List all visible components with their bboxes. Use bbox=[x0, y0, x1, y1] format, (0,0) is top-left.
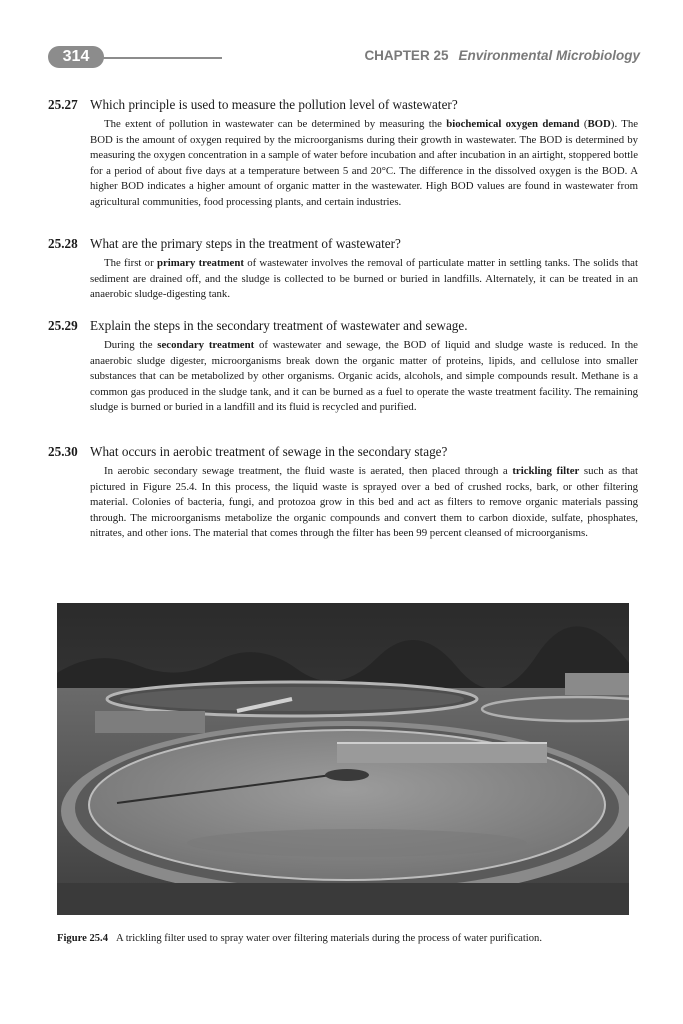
answer-run: of wastewater and sewage, the BOD of liquid and sludge waste is reduced. In the anaerobic sludge digester, microorganisms break down the organic matter of proteins, lipids, and cellulose into smaller substances that can be metabolized by other organisms. Organic acids, alcohols, and simple compounds result. Methane is a common gas produced in the sludge tank, and it can be burned as a fuel to operate the waste treatment facility. The remaining sludge is burned or buried in a landfill and its fluid is recycled and purified. bbox=[90, 339, 638, 414]
question-number: 25.28 bbox=[48, 236, 78, 251]
question-number: 25.27 bbox=[48, 97, 78, 112]
bold-term: trickling filter bbox=[512, 465, 580, 477]
answer-text bbox=[90, 117, 638, 211]
page-number-badge: 314 bbox=[48, 46, 104, 68]
figure-caption-text: A trickling filter used to spray water over filtering materials during the process of water purification. bbox=[116, 933, 542, 944]
question-text: What are the primary steps in the treatment of wastewater? bbox=[90, 236, 401, 251]
page-header bbox=[48, 44, 640, 72]
question-text: Explain the steps in the secondary treatment of wastewater and sewage. bbox=[90, 318, 468, 333]
figure-caption bbox=[57, 932, 637, 946]
qa-block-25-29 bbox=[48, 318, 638, 416]
question bbox=[48, 97, 638, 113]
question-number: 25.29 bbox=[48, 318, 78, 333]
question bbox=[48, 236, 638, 252]
answer-text bbox=[90, 256, 638, 303]
answer-run: such as that pictured in Figure 25.4. In this process, the liquid waste is sprayed over a bed of crushed rocks, bark, or other filtering material. Colonies of bacteria, fungi, and protozoa grow in this bed and act as filters to remove organic materials passing through. The microorganisms metabolize the organic compounds and convert them to carbon dioxide, sulfate, phosphates, nitrates, and other ions. The material that comes through the filter has been 99 percent cleansed of microorganisms. bbox=[90, 465, 639, 540]
bold-term: BOD bbox=[587, 118, 611, 130]
chapter-title: Environmental Microbiology bbox=[458, 48, 640, 63]
answer-text bbox=[90, 338, 638, 416]
header-rule bbox=[98, 57, 222, 59]
question-number: 25.30 bbox=[48, 444, 78, 459]
answer-run: The first or bbox=[104, 257, 157, 269]
answer-text bbox=[90, 464, 638, 542]
answer-run: of wastewater involves the removal of particulate matter in settling tanks. The solids that sediment are drained off, and the sludge is collected to be burned or buried in landfills. Alternately, it can be treated in an anaerobic sludge-digesting tank. bbox=[90, 257, 638, 301]
qa-block-25-30 bbox=[48, 444, 638, 542]
figure-photo-trickling-filter bbox=[57, 603, 629, 915]
answer-run: The extent of pollution in wastewater can be determined by measuring the bbox=[104, 118, 447, 130]
chapter-label: CHAPTER 25 bbox=[364, 48, 449, 63]
question-text: Which principle is used to measure the pollution level of wastewater? bbox=[90, 97, 458, 112]
bold-term: secondary treatment bbox=[157, 339, 255, 351]
answer-run: ( bbox=[579, 118, 588, 130]
answer-run: In aerobic secondary sewage treatment, the fluid waste is aerated, then placed through a bbox=[104, 465, 513, 477]
qa-block-25-28 bbox=[48, 236, 638, 303]
question bbox=[48, 318, 638, 334]
running-head bbox=[364, 48, 640, 63]
question bbox=[48, 444, 638, 460]
figure-label: Figure 25.4 bbox=[57, 933, 109, 944]
question-text: What occurs in aerobic treatment of sewage in the secondary stage? bbox=[90, 444, 448, 459]
answer-run: ). The BOD is the amount of oxygen required by the microorganisms during their growth in wastewater. The BOD is determined by measuring the oxygen concentration in a sample of water before incubation and after incubation in an airtight, stoppered bottle for a period of about five days at a temperature between 5 and 20°C. The difference in the dissolved oxygen is the BOD. A higher BOD indicates a higher amount of organic matter in the wastewater. High BOD values are found in wastewater from agricultural communities, food processing plants, and certain industries. bbox=[90, 118, 639, 208]
bold-term: biochemical oxygen demand bbox=[446, 118, 580, 130]
qa-block-25-27 bbox=[48, 97, 638, 211]
bold-term: primary treatment bbox=[156, 257, 244, 269]
answer-run: During the bbox=[104, 339, 158, 351]
